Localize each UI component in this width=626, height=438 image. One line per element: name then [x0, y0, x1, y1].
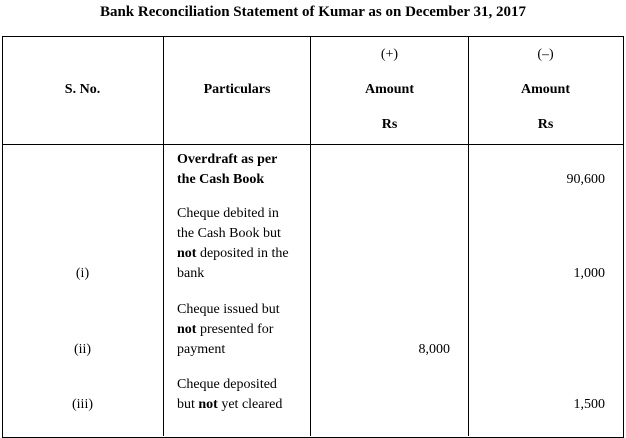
text-run: deposited in the [196, 246, 289, 261]
bold-text: the Cash Book [177, 172, 265, 187]
particulars-line [177, 150, 309, 170]
header-minus-amount: Amount [520, 82, 570, 97]
header-particulars: Particulars [203, 82, 271, 97]
header-sno: S. No. [64, 82, 101, 97]
bold-text: not [198, 397, 218, 412]
text-run: presented for [196, 322, 274, 337]
row-sno: (ii) [73, 342, 92, 357]
header-minus-sign: (–) [537, 47, 554, 62]
header-plus-unit: Rs [381, 117, 398, 132]
particulars-line [177, 395, 309, 415]
particulars-line [177, 300, 309, 320]
page-title: Bank Reconciliation Statement of Kumar as on December 31, 2017 [99, 4, 527, 20]
particulars-line [177, 340, 309, 360]
row-particulars [177, 300, 309, 360]
row-sno: (i) [75, 266, 90, 281]
text-run: yet cleared [217, 397, 283, 412]
text-run: the Cash Book but [177, 226, 281, 241]
row-minus-amount: 1,500 [573, 397, 605, 412]
particulars-line [177, 224, 309, 244]
particulars-line [177, 170, 309, 190]
header-plus-amount: Amount [364, 82, 414, 97]
bold-text: not [177, 322, 197, 337]
particulars-line [177, 375, 309, 395]
row-minus-amount: 90,600 [566, 172, 605, 187]
text-run: Cheque debited in [177, 206, 279, 221]
particulars-line [177, 264, 309, 284]
bold-text: Overdraft as per [177, 152, 278, 167]
text-run: bank [177, 266, 205, 281]
text-run: payment [177, 342, 226, 357]
particulars-line [177, 320, 309, 340]
row-sno: (iii) [72, 397, 93, 412]
row-particulars [177, 204, 309, 284]
row-particulars [177, 375, 309, 415]
row-particulars [177, 150, 309, 190]
text-run: but [177, 397, 199, 412]
text-run: Cheque deposited [177, 377, 277, 392]
bold-text: not [177, 246, 197, 261]
text-run: Cheque issued but [177, 302, 280, 317]
particulars-line [177, 204, 309, 224]
header-minus-unit: Rs [537, 117, 554, 132]
row-minus-amount: 1,000 [573, 266, 605, 281]
row-plus-amount: 8,000 [418, 342, 450, 357]
header-plus-sign: (+) [380, 47, 399, 62]
particulars-line [177, 244, 309, 264]
header-divider [2, 144, 623, 145]
